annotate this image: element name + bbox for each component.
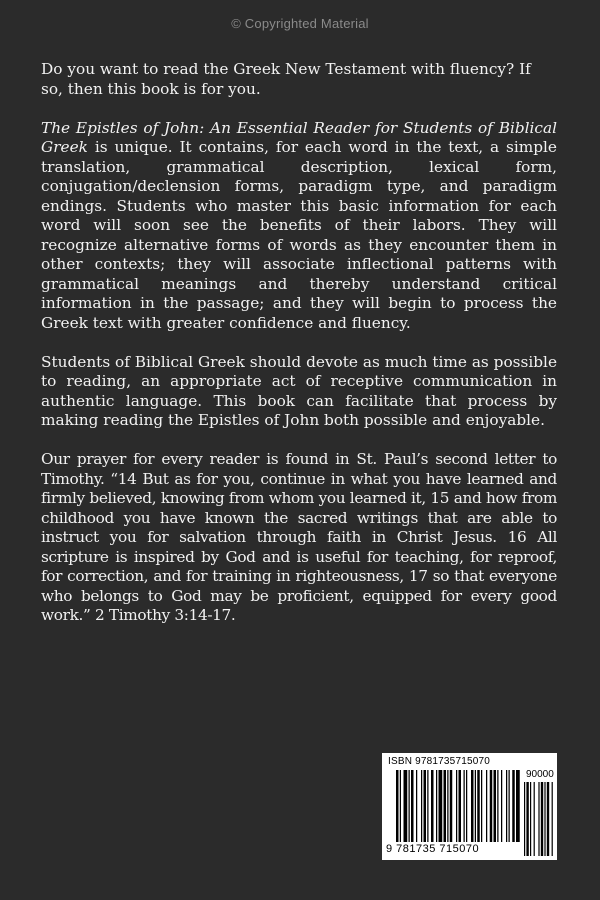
barcode-bar [411, 770, 414, 842]
barcode-addon-bar [538, 782, 539, 856]
barcode-bar [509, 770, 510, 842]
barcode-bar [466, 770, 467, 842]
barcode-bar [464, 770, 465, 842]
barcode-bar [400, 770, 401, 842]
intro-paragraph: Do you want to read the Greek New Testament with fluency? If so, then this book is for you. [41, 60, 531, 98]
barcode-bar [497, 770, 498, 842]
barcode-bar [444, 770, 447, 842]
barcode-bar [516, 770, 520, 842]
barcode-addon-bar [526, 782, 528, 856]
barcode-bar [404, 770, 408, 842]
book-title: The Epistles of John: An Essential Reader for Students of Biblical Greek [41, 118, 557, 156]
barcode-addon-bar [544, 782, 545, 856]
price-code: 90000 [526, 769, 554, 780]
barcode-bar [409, 770, 410, 842]
isbn-barcode [382, 753, 557, 860]
reading-paragraph: Students of Biblical Greek should devote as much time as possible to reading, an appropriate act of receptive communication in authentic language. This book can facilitate that process by making reading the Epistles of John both possible and enjoyable. [41, 352, 557, 429]
barcode-bar [477, 770, 480, 842]
barcode-bar [396, 770, 399, 842]
barcode-bar [431, 770, 434, 842]
barcode-addon-bar [552, 782, 553, 856]
description-text: is unique. It contains, for each word in the text, a simple translation, grammatical description, lexical form, conjugation/declension forms, paradigm type, and paradigm endings. Students who master this basic information for each word will soon see the benefits of their labors. They will recognize alternative forms of words as they encounter them in other contexts; they will associate inflectional patterns with grammatical meanings and thereby understand critical information in the passage; and they will begin to process the Greek text with greater confidence and fluency. [41, 138, 557, 332]
barcode-addon-bar [541, 782, 543, 856]
barcode-bar [450, 770, 453, 842]
barcode-bar [416, 770, 417, 842]
prayer-paragraph: Our prayer for every reader is found in St. Paul’s second letter to Timothy. “14 But as for you, continue in what you have learned and firmly believed, knowing from whom you learned it, 15 and how from childhood you have known the sacred writings that are able to instruct you for salvation through faith in Christ Jesus. 16 All scripture is inspired by God and is useful for teaching, for reproof, for correction, and for training in righteousness, 17 so that everyone who belongs to God may be proficient, equipped for every good work.” 2 Timothy 3:14-17. [41, 450, 557, 624]
barcode-bar [436, 770, 437, 842]
barcode-bar [459, 770, 462, 842]
copyright-watermark-top: © Copyrighted Material [231, 16, 369, 31]
barcode-bar [506, 770, 507, 842]
barcode-bar [427, 770, 428, 842]
barcode-bar [439, 770, 443, 842]
barcode-addon-bar [530, 782, 531, 856]
back-cover-text [41, 60, 557, 645]
barcode-bar [475, 770, 476, 842]
barcode-bar [424, 770, 427, 842]
barcode-bar [471, 770, 474, 842]
barcode-bar [447, 770, 448, 842]
barcode-addon-bar [534, 782, 535, 856]
barcode-bar [486, 770, 487, 842]
isbn-label: ISBN 9781735715070 [388, 756, 491, 767]
barcode-digits: 9 781735 715070 [386, 843, 480, 855]
barcode-bar [490, 770, 493, 842]
barcode-addon-bar [547, 782, 549, 856]
barcode-bar [512, 770, 515, 842]
description-paragraph [41, 119, 557, 334]
barcode-addon-bar [524, 782, 525, 856]
barcode-bar [421, 770, 422, 842]
barcode-bar [494, 770, 497, 842]
barcode-bar [456, 770, 457, 842]
barcode-bar [481, 770, 482, 842]
barcode-bar [501, 770, 502, 842]
